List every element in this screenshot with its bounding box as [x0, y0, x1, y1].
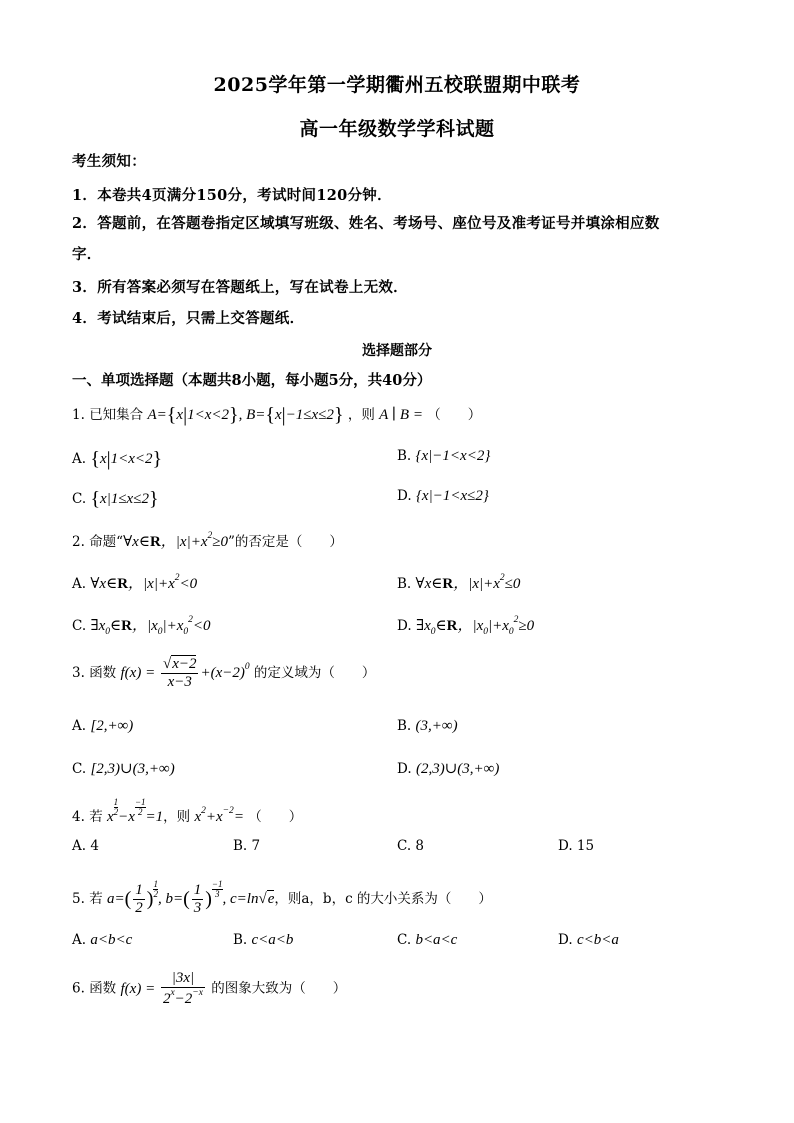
question-number: 5. [72, 891, 85, 907]
option-b[interactable]: B. (3,+∞) [397, 718, 458, 734]
option-d[interactable]: D. {x|−1<x≤2} [397, 488, 489, 504]
option-d[interactable]: D. c<b<a [558, 932, 619, 948]
option-a[interactable]: A. 4 [72, 838, 99, 854]
question-4: 4. 若 x $\frac{1}{2}$ −x $\frac{-1}{2}$ =1，则 $x^2+x^{-2}=$ （ ） [72, 797, 303, 825]
formula: f(x) = $\frac{|3x|}{2^x-2^{-x}}$ [120, 970, 203, 1008]
exam-subtitle: 高一年级数学学科试题 [299, 118, 495, 140]
option-d[interactable]: D. 15 [558, 838, 595, 854]
formula: x $\frac{1}{2}$ −x $\frac{-1}{2}$ =1 [106, 797, 164, 825]
question-number: 4. [72, 809, 85, 825]
option-c[interactable]: C. {x|1≤x≤2} [72, 488, 159, 510]
option-c[interactable]: C. b<a<c [397, 932, 458, 948]
exam-title: 2025学年第一学期衢州五校联盟期中联考 [213, 74, 581, 96]
formula: A ∣ B = [379, 407, 423, 423]
option-a[interactable]: A. {x|1<x<2} [72, 448, 163, 470]
question-number: 6. [72, 980, 85, 997]
option-d[interactable]: D. $\exists x_0\in R$，$|x_0|+x_0^2\ge 0$ [397, 615, 535, 637]
option-a[interactable]: A. ∀x∈R，$|x|+x^2<0$ [72, 573, 198, 592]
option-a[interactable]: A. [2,+∞) [72, 718, 134, 734]
option-d[interactable]: D. (2,3)∪(3,+∞) [397, 761, 500, 777]
option-a[interactable]: A. a<b<c [72, 932, 133, 948]
option-c[interactable]: C. 8 [397, 838, 425, 854]
notice-item: 1．本卷共4页满分150分，考试时间120分钟． [72, 187, 392, 204]
option-b[interactable]: B. {x|−1<x<2} [397, 448, 491, 464]
notice-item: 3．所有答案必须写在答题纸上，写在试卷上无效． [72, 279, 408, 296]
question-1: 1. 已知集合 A={x|1<x<2}, B={x|−1≤x≤2} ，则 A ∣ B = （ ） [72, 404, 482, 426]
formula: f(x) = $\frac{√x-2}{x-3}$ $+(x-2)^0$ [120, 656, 250, 691]
option-b[interactable]: B. ∀x∈R，$|x|+x^2\le 0$ [397, 573, 521, 592]
option-c[interactable]: C. [2,3)∪(3,+∞) [72, 761, 175, 777]
question-2: 2. 命题“∀x∈R，$|x|+x^2\ge 0$”的否定是（ ） [72, 531, 343, 550]
option-b[interactable]: B. c<a<b [233, 932, 294, 948]
notice-item: 4．考试结束后，只需上交答题纸． [72, 310, 305, 327]
part-heading: 一、单项选择题（本题共8小题，每小题5分，共40分） [72, 372, 432, 389]
formula: ∀x∈R，$|x|+x^2\ge 0$ [123, 531, 228, 550]
question-5: 5. 若 a=( $\frac{1}{2}$ ) $\frac{1}{2}$ , b=( $\frac{1}{3}$ ) $\frac{-1}{3}$ , c=ln√e，则a，b，c 的大小关系为（ ） [72, 879, 492, 917]
formula: a=( $\frac{1}{2}$ ) $\frac{1}{2}$ , b=( $\frac{1}{3}$ ) $\frac{-1}{3}$ , c=ln√e [106, 879, 275, 917]
section-title: 选择题部分 [362, 343, 432, 359]
question-3: 3. 函数 f(x) = $\frac{√x-2}{x-3}$ $+(x-2)^0$ 的定义域为（ ） [72, 656, 376, 691]
option-c[interactable]: C. $\exists x_0\in R$，$|x_0|+x_0^2<0$ [72, 615, 211, 637]
question-number: 1. [72, 407, 85, 423]
notice-item: 2．答题前，在答题卷指定区域填写班级、姓名、考场号、座位号及准考证号并填涂相应数 [72, 215, 660, 232]
formula: $x^2+x^{-2}=$ [194, 806, 244, 825]
question-number: 3. [72, 665, 85, 682]
option-b[interactable]: B. 7 [233, 838, 261, 854]
notice-item: 字． [72, 246, 102, 263]
question-number: 2. [72, 534, 85, 550]
notice-heading: 考生须知： [72, 153, 146, 170]
formula: A={x|1<x<2}, B={x|−1≤x≤2} [147, 404, 344, 426]
question-6: 6. 函数 f(x) = $\frac{|3x|}{2^x-2^{-x}}$ 的图象大致为（ ） [72, 970, 347, 1008]
